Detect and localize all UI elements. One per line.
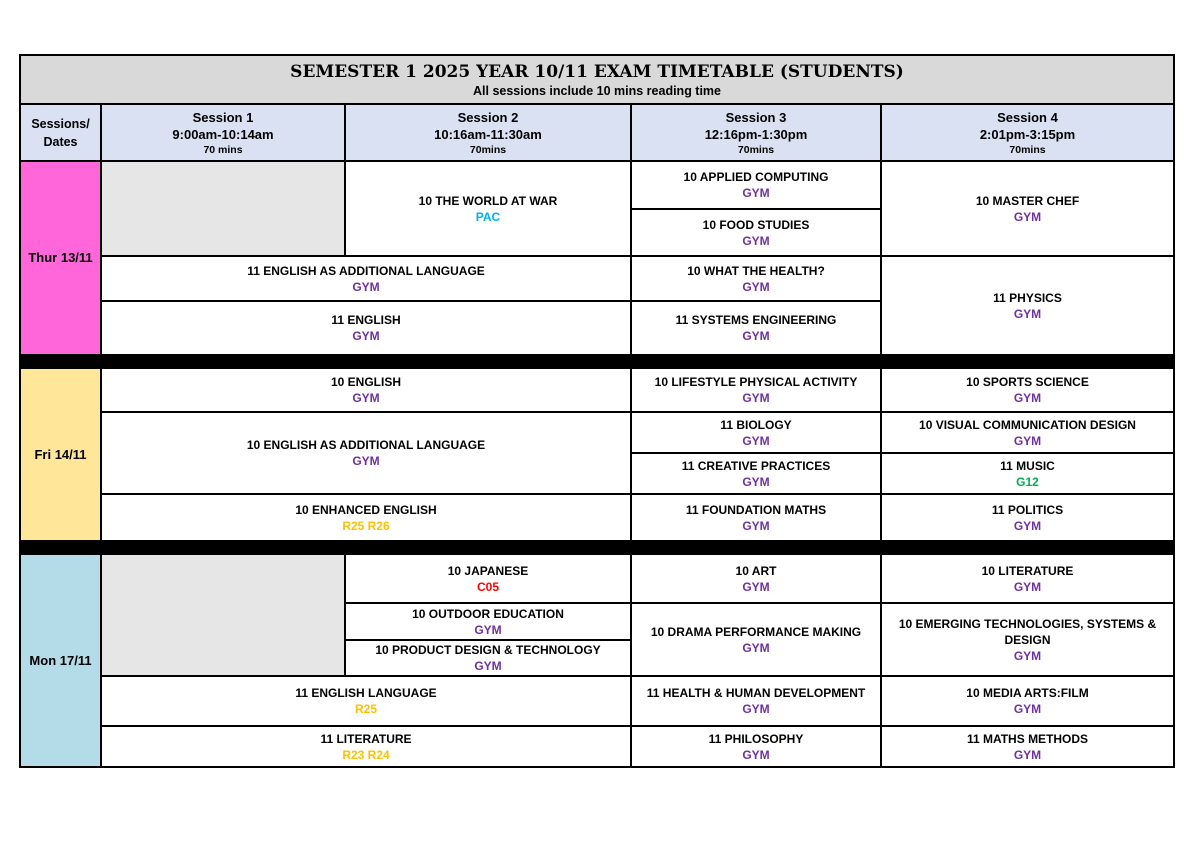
exam-subject: 11 POLITICS xyxy=(991,502,1064,517)
session-duration: 70mins xyxy=(469,143,507,156)
exam-cell xyxy=(630,553,882,604)
exam-cell xyxy=(100,255,632,302)
exam-subject: 10 SPORTS SCIENCE xyxy=(966,375,1089,389)
exam-cell xyxy=(100,300,632,356)
exam-subject: 10 FOOD STUDIES xyxy=(702,217,810,232)
exam-room: GYM xyxy=(742,329,770,343)
exam-subject: 11 PHILOSOPHY xyxy=(708,731,804,746)
exam-subject: 11 BIOLOGY xyxy=(720,417,792,432)
day-label-text: Mon 17/11 xyxy=(29,652,92,668)
exam-room: GYM xyxy=(474,659,502,673)
session-duration: 70mins xyxy=(1009,143,1046,156)
exam-subject: 10 ENHANCED ENGLISH xyxy=(295,502,437,517)
exam-room: GYM xyxy=(474,622,502,637)
exam-room: GYM xyxy=(1013,391,1042,405)
exam-cell xyxy=(630,367,882,413)
exam-room: G12 xyxy=(1016,474,1039,489)
session-time: 2:01pm-3:15pm xyxy=(979,126,1076,142)
exam-room: GYM xyxy=(1013,648,1042,663)
exam-room: GYM xyxy=(352,279,380,294)
exam-room: GYM xyxy=(742,233,770,248)
exam-cell xyxy=(630,208,882,257)
exam-room: GYM xyxy=(742,579,770,594)
session-name: Session 4 xyxy=(997,109,1058,125)
session-name: Session 1 xyxy=(192,109,254,125)
exam-room: GYM xyxy=(742,702,770,716)
exam-cell xyxy=(100,367,632,413)
corner-line1: Sessions/ xyxy=(31,116,90,131)
exam-subject: 11 HEALTH & HUMAN DEVELOPMENT xyxy=(646,686,866,700)
exam-subject: 10 APPLIED COMPUTING xyxy=(683,170,829,184)
exam-cell xyxy=(344,553,632,604)
session-duration: 70 mins xyxy=(203,143,243,156)
exam-cell xyxy=(880,602,1175,677)
exam-subject: 10 WHAT THE HEALTH? xyxy=(687,263,825,278)
session-time: 9:00am-10:14am xyxy=(172,126,274,142)
exam-cell xyxy=(880,367,1175,413)
exam-cell xyxy=(880,493,1175,542)
exam-room: GYM xyxy=(742,474,770,489)
exam-subject: 11 LITERATURE xyxy=(320,731,412,746)
day-label-text: Thur 13/11 xyxy=(28,250,93,265)
exam-subject: 11 FOUNDATION MATHS xyxy=(685,502,827,517)
exam-room: PAC xyxy=(475,209,501,224)
session-3-header xyxy=(630,103,882,162)
day-label-text: Fri 14/11 xyxy=(34,446,87,462)
exam-cell xyxy=(880,675,1175,727)
exam-cell xyxy=(880,553,1175,604)
exam-subject: 10 MEDIA ARTS:FILM xyxy=(966,686,1089,700)
exam-subject: 10 LITERATURE xyxy=(981,563,1074,578)
exam-subject: 10 LIFESTYLE PHYSICAL ACTIVITY xyxy=(654,375,858,389)
exam-room: R25 R26 xyxy=(342,518,390,533)
day-label-mon xyxy=(19,553,102,768)
empty-slot xyxy=(100,553,346,677)
exam-cell xyxy=(630,411,882,454)
exam-cell xyxy=(880,411,1175,454)
exam-room: GYM xyxy=(1013,209,1042,224)
session-duration: 70mins xyxy=(737,143,775,156)
exam-subject: 10 PRODUCT DESIGN & TECHNOLOGY xyxy=(375,643,601,657)
exam-room: GYM xyxy=(1013,747,1042,762)
exam-room: GYM xyxy=(1013,518,1042,533)
session-name: Session 3 xyxy=(725,109,787,125)
exam-cell xyxy=(630,602,882,677)
exam-room: GYM xyxy=(742,391,770,405)
exam-cell xyxy=(344,639,632,677)
sessions-dates-header xyxy=(19,103,102,162)
exam-subject: 11 CREATIVE PRACTICES xyxy=(681,458,831,473)
exam-subject: 10 THE WORLD AT WAR xyxy=(418,193,558,208)
exam-room: R25 xyxy=(354,702,377,716)
exam-room: GYM xyxy=(742,186,770,200)
exam-subject: 10 VISUAL COMMUNICATION DESIGN xyxy=(919,417,1136,432)
exam-cell xyxy=(880,725,1175,768)
exam-room: GYM xyxy=(742,433,770,448)
session-4-header xyxy=(880,103,1175,162)
exam-room: GYM xyxy=(352,329,380,343)
exam-room: GYM xyxy=(1013,306,1042,321)
exam-room: GYM xyxy=(1013,433,1042,448)
exam-cell xyxy=(880,255,1175,356)
corner-line2: Dates xyxy=(43,134,78,149)
exam-subject: 11 MUSIC xyxy=(1000,458,1055,473)
empty-slot xyxy=(100,160,346,257)
session-time: 10:16am-11:30am xyxy=(434,126,542,142)
exam-cell xyxy=(880,452,1175,495)
exam-cell xyxy=(100,411,632,495)
exam-room: GYM xyxy=(352,391,380,405)
exam-subject: 10 OUTDOOR EDUCATION xyxy=(412,606,564,621)
exam-cell xyxy=(344,160,632,257)
exam-subject: 10 ART xyxy=(735,563,777,578)
exam-cell xyxy=(100,725,632,768)
session-name: Session 2 xyxy=(457,109,519,125)
exam-subject: 10 ENGLISH AS ADDITIONAL LANGUAGE xyxy=(246,438,486,452)
timetable-title-bar xyxy=(19,54,1175,105)
exam-cell xyxy=(630,725,882,768)
exam-subject: 11 SYSTEMS ENGINEERING xyxy=(675,313,837,327)
exam-room: GYM xyxy=(1013,579,1042,594)
exam-subject: 10 ENGLISH xyxy=(330,375,402,389)
page-subtitle: All sessions include 10 mins reading time xyxy=(473,83,721,98)
session-time: 12:16pm-1:30pm xyxy=(704,126,808,142)
exam-cell xyxy=(630,300,882,356)
exam-subject: 10 JAPANESE xyxy=(447,563,529,578)
exam-room: GYM xyxy=(352,454,380,468)
exam-cell xyxy=(630,675,882,727)
session-2-header xyxy=(344,103,632,162)
page-title: SEMESTER 1 2025 YEAR 10/11 EXAM TIMETABLE (STUDENTS) xyxy=(290,61,904,82)
exam-cell xyxy=(344,602,632,641)
exam-cell xyxy=(630,493,882,542)
exam-cell xyxy=(630,255,882,302)
exam-subject: 10 MASTER CHEF xyxy=(975,193,1080,208)
day-label-fri xyxy=(19,367,102,542)
exam-subject: 11 ENGLISH xyxy=(331,313,401,327)
exam-room: GYM xyxy=(742,640,770,655)
exam-room: GYM xyxy=(742,747,770,762)
exam-cell xyxy=(630,160,882,210)
day-label-thu xyxy=(19,160,102,356)
exam-cell xyxy=(880,160,1175,257)
exam-subject: 11 PHYSICS xyxy=(993,290,1062,305)
exam-room: C05 xyxy=(476,579,499,594)
exam-cell xyxy=(630,452,882,495)
exam-room: R23 R24 xyxy=(342,747,390,762)
exam-timetable xyxy=(19,54,1175,768)
exam-cell xyxy=(100,675,632,727)
exam-subject: 11 ENGLISH LANGUAGE xyxy=(295,686,437,700)
exam-room: GYM xyxy=(742,279,770,294)
exam-subject: 11 ENGLISH AS ADDITIONAL LANGUAGE xyxy=(247,263,485,278)
exam-room: GYM xyxy=(1013,702,1042,716)
exam-subject: 11 MATHS METHODS xyxy=(966,731,1089,746)
exam-subject: 10 EMERGING TECHNOLOGIES, SYSTEMS & DESIGN xyxy=(898,616,1157,647)
exam-room: GYM xyxy=(742,518,770,533)
session-1-header xyxy=(100,103,346,162)
exam-cell xyxy=(100,493,632,542)
exam-subject: 10 DRAMA PERFORMANCE MAKING xyxy=(650,624,862,639)
